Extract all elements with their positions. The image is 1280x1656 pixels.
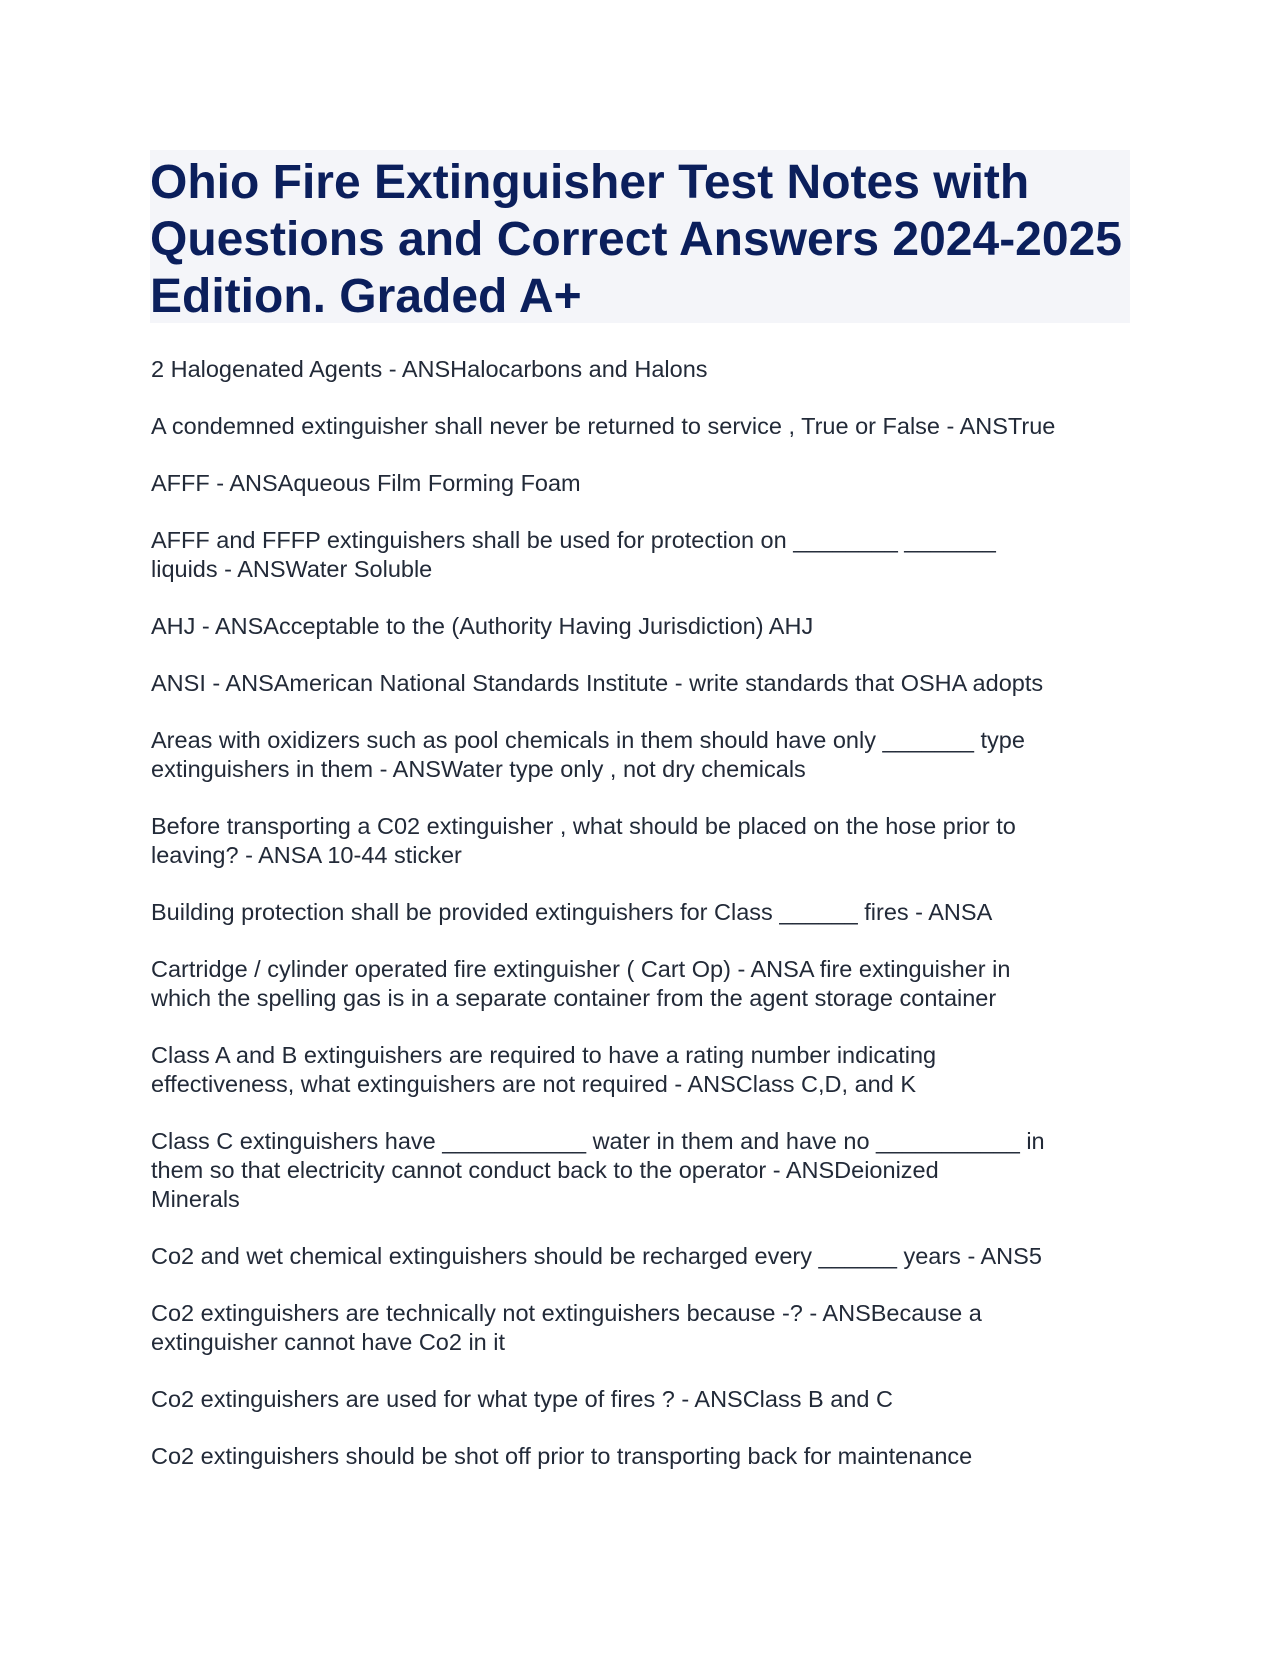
qa-entry: AFFF and FFFP extinguishers shall be used for protection on ________ _______ liquids - ANSWater Soluble <box>151 527 996 582</box>
qa-entry: ANSI - ANSAmerican National Standards Institute - write standards that OSHA adopts <box>151 670 1044 696</box>
qa-entry: Cartridge / cylinder operated fire extinguisher ( Cart Op) - ANSA fire extinguisher in which the spelling gas is in a separate container from the agent storage container <box>151 956 1011 1011</box>
qa-entry: Co2 and wet chemical extinguishers should be recharged every ______ years - ANS5 <box>151 1243 1042 1269</box>
qa-entry: Before transporting a C02 extinguisher , what should be placed on the hose prior to leaving? - ANSA 10-44 sticker <box>151 813 1016 868</box>
title-block <box>150 150 1130 323</box>
qa-list <box>151 355 1131 1499</box>
document-title: Ohio Fire Extinguisher Test Notes with Questions and Correct Answers 2024-2025 Edition. Graded A+ <box>150 156 1122 323</box>
qa-entry: Building protection shall be provided extinguishers for Class ______ fires - ANSA <box>151 899 993 925</box>
qa-entry: Class C extinguishers have ___________ water in them and have no ___________ in them so that electricity cannot conduct back to the operator - ANSDeionized Minerals <box>151 1128 1045 1212</box>
qa-entry: Co2 extinguishers are used for what type of fires ? - ANSClass B and C <box>151 1386 893 1412</box>
qa-entry: Class A and B extinguishers are required to have a rating number indicating effectiveness, what extinguishers are not required - ANSClass C,D, and K <box>151 1042 937 1097</box>
qa-entry: Co2 extinguishers are technically not extinguishers because -? - ANSBecause a extinguisher cannot have Co2 in it <box>151 1300 982 1355</box>
qa-entry: A condemned extinguisher shall never be returned to service , True or False - ANSTrue <box>151 413 1056 439</box>
qa-entry: AHJ - ANSAcceptable to the (Authority Having Jurisdiction) AHJ <box>151 613 814 639</box>
qa-entry: Co2 extinguishers should be shot off prior to transporting back for maintenance <box>151 1443 973 1469</box>
qa-entry: Areas with oxidizers such as pool chemicals in them should have only _______ type extinguishers in them - ANSWater type only , not dry chemicals <box>151 727 1025 782</box>
qa-entry: 2 Halogenated Agents - ANSHalocarbons and Halons <box>151 356 708 382</box>
qa-entry: AFFF - ANSAqueous Film Forming Foam <box>151 470 581 496</box>
